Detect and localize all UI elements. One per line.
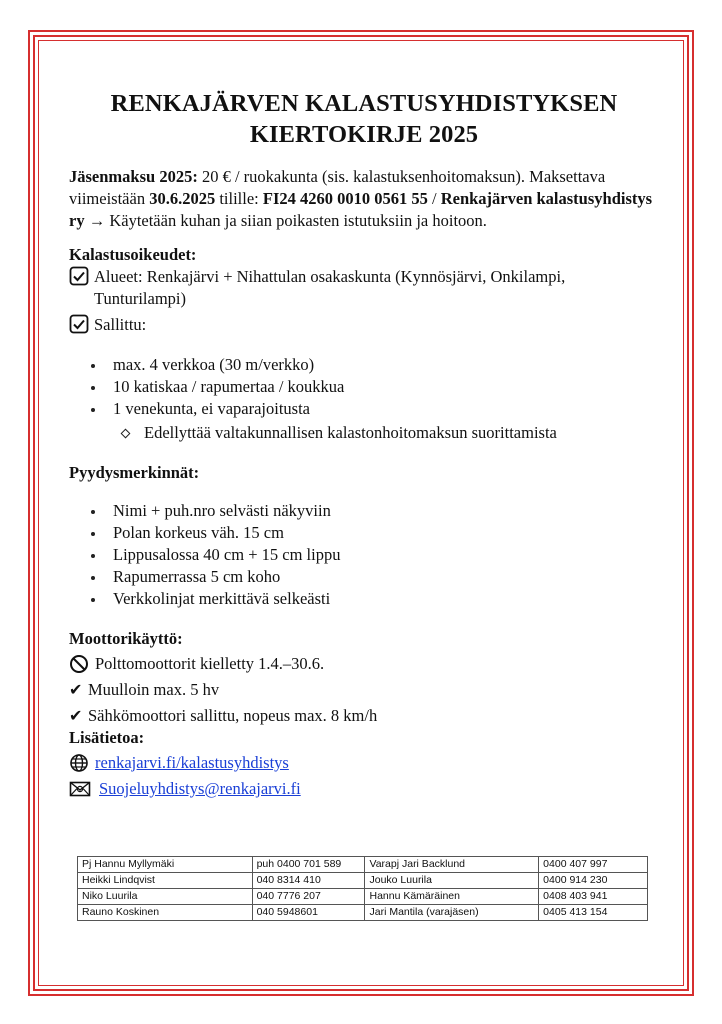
table-cell: 0400 407 997 [539,857,648,873]
table-cell: 040 7776 207 [252,889,365,905]
table-cell: Heikki Lindqvist [78,873,253,889]
list-item: 10 katiskaa / rapumertaa / koukkua [69,376,659,398]
table-cell: 0408 403 941 [539,889,648,905]
table-row [78,889,648,905]
list-item: max. 4 verkkoa (30 m/verkko) [69,354,659,376]
letter-content [69,88,659,800]
list-item: Lippusalossa 40 cm + 15 cm lippu [69,544,659,566]
table-cell: puh 0400 701 589 [252,857,365,873]
website-row [69,752,659,774]
markings-heading: Pyydysmerkinnät: [69,463,200,482]
table-cell: Jari Mantila (varajäsen) [365,905,539,921]
motor-heading: Moottorikäyttö: [69,629,183,648]
table-cell: Varapj Jari Backlund [365,857,539,873]
rights-heading: Kalastusoikeudet: [69,245,197,264]
rights-area: Alueet: Renkajärvi + Nihattulan osakaskunta (Kynnösjärvi, Onkilampi, Tunturilampi) [69,266,659,310]
motor-electric: ✔ Sähkömoottori sallittu, nopeus max. 8 km/h [69,706,378,725]
table-row [78,873,648,889]
list-item: 1 venekunta, ei vaparajoitusta [69,398,659,420]
markings-list [69,500,659,610]
table-cell: Niko Luurila [78,889,253,905]
table-cell: 0405 413 154 [539,905,648,921]
info-heading: Lisätietoa: [69,728,145,747]
checkbox-checked-icon [69,266,89,286]
table-cell: Rauno Koskinen [78,905,253,921]
motor-other: ✔ Muulloin max. 5 hv [69,680,220,699]
checkmark-icon: ✔ [69,706,83,725]
table-cell: Hannu Kämäräinen [365,889,539,905]
checkbox-checked-icon [69,314,89,334]
checkmark-icon: ✔ [69,680,83,699]
list-item: Polan korkeus väh. 15 cm [69,522,659,544]
prohibited-icon [69,654,89,674]
globe-icon [69,753,89,773]
table-cell: Jouko Luurila [365,873,539,889]
table-cell: 040 5948601 [252,905,365,921]
table-cell: 040 8314 410 [252,873,365,889]
table-row [78,857,648,873]
list-item: Verkkolinjat merkittävä selkeästi [69,588,659,610]
website-link[interactable]: renkajarvi.fi/kalastusyhdistys [95,753,289,772]
page-title: RENKAJÄRVEN KALASTUSYHDISTYKSEN KIERTOKIRJE 2025 [110,90,618,148]
membership-paragraph: Jäsenmaksu 2025: 20 € / ruokakunta (sis. kalastuksenhoitomaksun). Maksettava viimeistään 30.6.2025 tilille: FI24 4260 0010 0561 55 / Renkajärven kalastusyhdistys ry → Käytetään kuhan ja siian poikasten istutuksiin ja hoitoon. [69,167,653,230]
email-link[interactable]: Suojeluyhdistys@renkajarvi.fi [99,779,301,798]
list-item: Rapumerrassa 5 cm koho [69,566,659,588]
table-cell: Pj Hannu Myllymäki [78,857,253,873]
rights-list [69,354,659,420]
table-cell: 0400 914 230 [539,873,648,889]
rights-sublist [69,420,659,446]
rights-allowed: Sallittu: [69,314,659,336]
contacts-table [77,856,648,921]
list-item: Edellyttää valtakunnallisen kalastonhoitomaksun suorittamista [69,420,659,446]
email-row [69,778,659,800]
mail-icon [69,779,91,799]
table-row [78,905,648,921]
motor-banned: Polttomoottorit kielletty 1.4.–30.6. [69,653,659,675]
list-item: Nimi + puh.nro selvästi näkyviin [69,500,659,522]
